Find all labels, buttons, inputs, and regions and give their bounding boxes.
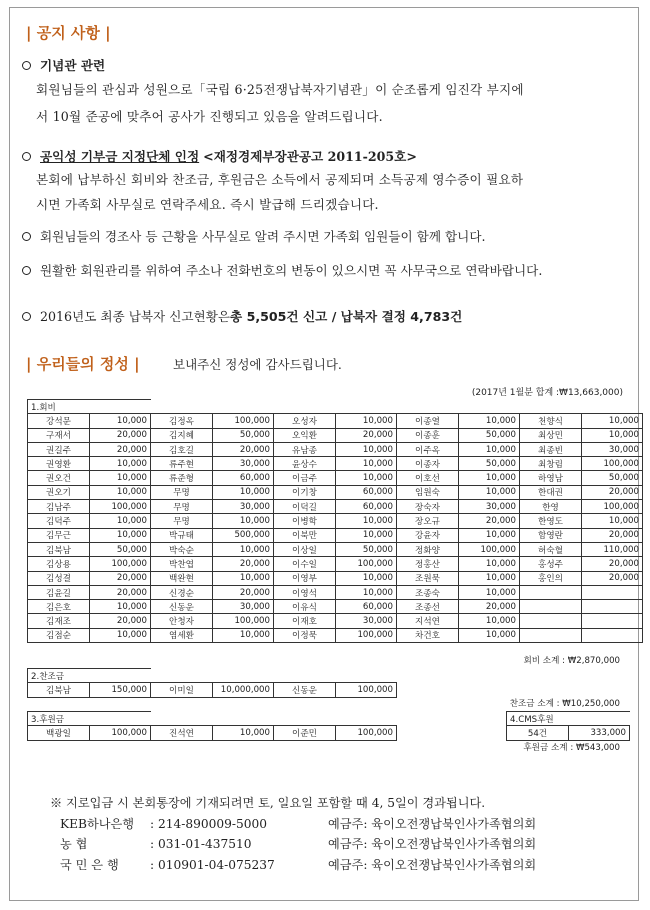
donor-amount: 50,000 bbox=[582, 471, 643, 485]
donor-amount: 20,000 bbox=[90, 428, 151, 442]
sponsor-header: 2.찬조금 bbox=[28, 669, 151, 683]
donor-amount: 10,000 bbox=[582, 514, 643, 528]
donor-name: 이미일 bbox=[151, 683, 213, 697]
donor-name: 윤상수 bbox=[274, 457, 336, 471]
donor-amount: 20,000 bbox=[213, 557, 274, 571]
table-row bbox=[28, 585, 643, 599]
support-header: 3.후원금 bbox=[28, 712, 151, 726]
donor-name: 김무근 bbox=[28, 528, 90, 542]
bullet-icon bbox=[22, 152, 31, 161]
donor-amount: 10,000 bbox=[90, 628, 151, 642]
donor-name: 함영란 bbox=[520, 528, 582, 542]
donor-name: 김성결 bbox=[28, 571, 90, 585]
donor-name: 이준민 bbox=[274, 726, 336, 740]
notice-item-text: 회원님들의 경조사 등 근황을 사무실로 알려 주시면 가족회 임원들이 함께 합니다. bbox=[40, 229, 486, 244]
donor-amount: 10,000 bbox=[459, 628, 520, 642]
donor-amount: 20,000 bbox=[90, 442, 151, 456]
donor-amount: 10,000 bbox=[459, 585, 520, 599]
donor-amount: 20,000 bbox=[582, 557, 643, 571]
donor-name: 권길주 bbox=[28, 442, 90, 456]
dues-subtotal: 회비 소계 : ₩2,870,000 bbox=[523, 656, 620, 666]
donor-amount: 100,000 bbox=[90, 557, 151, 571]
report-figures: 총 5,505건 신고 / 납북자 결정 4,783건 bbox=[230, 309, 463, 324]
table-row bbox=[28, 571, 643, 585]
donor-amount: 20,000 bbox=[336, 428, 397, 442]
donor-name: 류주현 bbox=[151, 457, 213, 471]
donor-amount: 10,000 bbox=[459, 557, 520, 571]
notice-item-heading-extra: <재정경제부장관공고 2011-205호> bbox=[203, 149, 417, 164]
account-row bbox=[60, 814, 536, 835]
donor-name: 이영부 bbox=[274, 571, 336, 585]
account-number: : 010901-04-075237 bbox=[150, 857, 275, 872]
donor-amount: 20,000 bbox=[582, 485, 643, 499]
donor-name: 한영 bbox=[520, 500, 582, 514]
donor-name: 장오규 bbox=[397, 514, 459, 528]
donor-name: 김상용 bbox=[28, 557, 90, 571]
donor-name: 이종자 bbox=[397, 457, 459, 471]
donor-name: 강윤자 bbox=[397, 528, 459, 542]
donor-amount: 10,000 bbox=[336, 442, 397, 456]
donor-name: 임원숙 bbox=[397, 485, 459, 499]
donor-name: 조원묵 bbox=[397, 571, 459, 585]
donor-amount: 110,000 bbox=[582, 542, 643, 556]
donor-name: 조종숙 bbox=[397, 585, 459, 599]
donor-amount: 100,000 bbox=[582, 457, 643, 471]
donor-amount: 20,000 bbox=[582, 528, 643, 542]
account-number: : 214-890009-5000 bbox=[150, 816, 268, 831]
donor-name: 한영도 bbox=[520, 514, 582, 528]
dues-table bbox=[27, 399, 643, 643]
table-row bbox=[28, 542, 643, 556]
donor-name: 이기창 bbox=[274, 485, 336, 499]
donor-name: 최창림 bbox=[520, 457, 582, 471]
notice-item-text: 원활한 회원관리를 위하여 주소나 전화번호의 변동이 있으시면 꼭 사무국으로 연락바랍니다. bbox=[40, 263, 543, 278]
donor-name: 최종빈 bbox=[520, 442, 582, 456]
donor-name: 김점순 bbox=[28, 628, 90, 642]
donor-name: 이호선 bbox=[397, 471, 459, 485]
donor-amount bbox=[582, 614, 643, 628]
donor-name: 김지혜 bbox=[151, 428, 213, 442]
bank-name: 농 협 bbox=[60, 837, 88, 851]
table-row bbox=[28, 485, 643, 499]
donor-amount: 20,000 bbox=[90, 585, 151, 599]
donor-amount: 10,000 bbox=[90, 414, 151, 428]
footer bbox=[50, 793, 536, 875]
donor-amount: 10,000 bbox=[213, 571, 274, 585]
donor-amount: 50,000 bbox=[336, 542, 397, 556]
donor-name: 이재호 bbox=[274, 614, 336, 628]
donor-amount: 30,000 bbox=[213, 600, 274, 614]
donor-name: 차건호 bbox=[397, 628, 459, 642]
donor-amount: 10,000 bbox=[459, 414, 520, 428]
donor-amount: 10,000 bbox=[90, 600, 151, 614]
account-number: : 031-01-437510 bbox=[150, 837, 252, 851]
donor-amount bbox=[582, 600, 643, 614]
donor-amount: 100,000 bbox=[213, 614, 274, 628]
dues-header: 1.회비 bbox=[28, 400, 151, 414]
donor-name: 지석연 bbox=[397, 614, 459, 628]
donor-name bbox=[520, 628, 582, 642]
donor-amount: 100,000 bbox=[336, 726, 397, 740]
donor-amount: 50,000 bbox=[213, 428, 274, 442]
donor-name: 이영석 bbox=[274, 585, 336, 599]
donor-name: 54건 bbox=[507, 726, 569, 740]
donor-name: 박찬엽 bbox=[151, 557, 213, 571]
donor-name: 강석문 bbox=[28, 414, 90, 428]
donor-name: 김북남 bbox=[28, 542, 90, 556]
table-row bbox=[28, 442, 643, 456]
table-row bbox=[28, 428, 643, 442]
donor-name: 김재조 bbox=[28, 614, 90, 628]
donor-name: 김은호 bbox=[28, 600, 90, 614]
donor-amount: 10,000 bbox=[90, 514, 151, 528]
donor-name: 염세환 bbox=[151, 628, 213, 642]
donor-name: 정화양 bbox=[397, 542, 459, 556]
donor-name: 정홍산 bbox=[397, 557, 459, 571]
donor-amount: 10,000 bbox=[336, 471, 397, 485]
donor-name: 이덕길 bbox=[274, 500, 336, 514]
donor-name: 홍성주 bbox=[520, 557, 582, 571]
donor-amount: 10,000 bbox=[90, 485, 151, 499]
donations-subtitle: 보내주신 정성에 감사드립니다. bbox=[173, 357, 342, 372]
bullet-icon bbox=[22, 61, 31, 70]
donor-name bbox=[520, 600, 582, 614]
donor-name: 한대권 bbox=[520, 485, 582, 499]
donor-amount: 10,000 bbox=[336, 414, 397, 428]
notice-line: 서 10월 준공에 맞추어 공사가 진행되고 있음을 알려드립니다. bbox=[36, 109, 383, 124]
donor-name: 무명 bbox=[151, 514, 213, 528]
donor-name: 이주옥 bbox=[397, 442, 459, 456]
donor-name: 박규태 bbox=[151, 528, 213, 542]
donor-name: 이병학 bbox=[274, 514, 336, 528]
donor-name: 조종선 bbox=[397, 600, 459, 614]
notice-item-report bbox=[22, 303, 627, 330]
donor-name: 이정묵 bbox=[274, 628, 336, 642]
donor-amount: 10,000 bbox=[459, 442, 520, 456]
bullet-icon bbox=[22, 312, 31, 321]
donor-name: 오성자 bbox=[274, 414, 336, 428]
table-row bbox=[28, 528, 643, 542]
donor-amount: 30,000 bbox=[459, 500, 520, 514]
donor-amount: 60,000 bbox=[336, 485, 397, 499]
donor-amount: 20,000 bbox=[582, 571, 643, 585]
table-row bbox=[28, 614, 643, 628]
donor-amount: 60,000 bbox=[213, 471, 274, 485]
bank-name: KEB하나은행 bbox=[60, 816, 135, 831]
donor-name: 신경순 bbox=[151, 585, 213, 599]
table-row bbox=[28, 600, 643, 614]
donor-amount: 100,000 bbox=[336, 628, 397, 642]
donor-amount: 10,000 bbox=[336, 528, 397, 542]
table-row bbox=[28, 726, 397, 740]
table-row bbox=[28, 514, 643, 528]
donor-amount: 10,000 bbox=[90, 457, 151, 471]
donor-amount: 30,000 bbox=[213, 457, 274, 471]
donor-amount: 20,000 bbox=[459, 600, 520, 614]
donor-name: 홍인의 bbox=[520, 571, 582, 585]
notice-title: | 공지 사항 | bbox=[26, 24, 111, 42]
donor-amount: 10,000 bbox=[336, 571, 397, 585]
donor-name: 박숙순 bbox=[151, 542, 213, 556]
donor-name: 류준형 bbox=[151, 471, 213, 485]
donor-amount: 10,000 bbox=[336, 457, 397, 471]
donor-amount: 20,000 bbox=[213, 442, 274, 456]
donor-amount: 10,000 bbox=[336, 585, 397, 599]
donor-amount: 100,000 bbox=[213, 414, 274, 428]
account-holder: 예금주: 육이오전쟁납북인사가족협의회 bbox=[328, 816, 537, 831]
donor-amount: 20,000 bbox=[90, 571, 151, 585]
report-prefix: 2016년도 최종 납북자 신고현황은 bbox=[40, 309, 231, 324]
donor-amount: 30,000 bbox=[582, 442, 643, 456]
notice-line: 회원님들의 관심과 성원으로「국립 6·25전쟁납북자기념관」이 순조롭게 임진각 부지에 bbox=[36, 82, 524, 97]
donor-amount: 10,000 bbox=[336, 514, 397, 528]
donor-name: 무명 bbox=[151, 485, 213, 499]
support-table bbox=[27, 711, 397, 741]
donor-name: 안청자 bbox=[151, 614, 213, 628]
donor-name: 이종열 bbox=[397, 414, 459, 428]
account-holder: 예금주: 육이오전쟁납북인사가족협의회 bbox=[328, 857, 537, 872]
donor-name: 최상민 bbox=[520, 428, 582, 442]
giro-note: ※ 지로입금 시 본회통장에 기재되려면 토, 일요일 포함할 때 4, 5일이 경과됩니다. bbox=[50, 796, 486, 810]
donor-amount: 50,000 bbox=[459, 457, 520, 471]
donor-amount: 333,000 bbox=[569, 726, 630, 740]
donor-name bbox=[520, 614, 582, 628]
donor-name: 권오기 bbox=[28, 485, 90, 499]
donor-amount: 100,000 bbox=[90, 726, 151, 740]
donor-amount: 10,000 bbox=[459, 485, 520, 499]
donor-name: 이유식 bbox=[274, 600, 336, 614]
donor-amount: 100,000 bbox=[336, 683, 397, 697]
donor-name: 오익환 bbox=[274, 428, 336, 442]
donor-amount: 20,000 bbox=[90, 614, 151, 628]
bank-name: 국 민 은 행 bbox=[60, 857, 119, 872]
donor-name: 이상일 bbox=[274, 542, 336, 556]
cms-header: 4.CMS후원 bbox=[507, 712, 630, 726]
donor-name: 김호길 bbox=[151, 442, 213, 456]
donor-amount: 10,000 bbox=[90, 471, 151, 485]
sponsor-subtotal: 찬조금 소계 : ₩10,250,000 bbox=[509, 699, 620, 709]
donor-name: 백완현 bbox=[151, 571, 213, 585]
donor-amount: 150,000 bbox=[90, 683, 151, 697]
donor-amount: 10,000 bbox=[459, 471, 520, 485]
donor-amount: 10,000 bbox=[213, 542, 274, 556]
table-row bbox=[28, 683, 397, 697]
sponsor-table bbox=[27, 668, 397, 698]
donor-name: 이금주 bbox=[274, 471, 336, 485]
table-row bbox=[28, 471, 643, 485]
donor-amount: 10,000 bbox=[582, 428, 643, 442]
donor-name: 허숙혈 bbox=[520, 542, 582, 556]
donor-amount: 100,000 bbox=[90, 500, 151, 514]
notice-item-donation bbox=[22, 143, 627, 217]
bullet-icon bbox=[22, 232, 31, 241]
notice-item-memorial bbox=[22, 52, 627, 130]
donor-amount: 30,000 bbox=[213, 500, 274, 514]
donor-name: 진석연 bbox=[151, 726, 213, 740]
donor-amount: 10,000 bbox=[213, 726, 274, 740]
donor-amount: 100,000 bbox=[459, 542, 520, 556]
table-row bbox=[507, 726, 630, 740]
notice-item-heading: 공익성 기부금 지정단체 인정 bbox=[40, 149, 200, 164]
table-row bbox=[28, 557, 643, 571]
donor-name: 권영환 bbox=[28, 457, 90, 471]
cms-table bbox=[506, 711, 630, 741]
table-row bbox=[28, 628, 643, 642]
donor-name: 이수일 bbox=[274, 557, 336, 571]
donor-name: 이종훈 bbox=[397, 428, 459, 442]
table-row bbox=[28, 414, 643, 428]
donor-amount: 100,000 bbox=[336, 557, 397, 571]
donor-amount: 10,000 bbox=[459, 614, 520, 628]
table-row bbox=[28, 500, 643, 514]
donor-amount: 50,000 bbox=[459, 428, 520, 442]
donor-name: 김남주 bbox=[28, 500, 90, 514]
donor-amount: 20,000 bbox=[213, 585, 274, 599]
donor-name: 구재서 bbox=[28, 428, 90, 442]
donor-name: 하영남 bbox=[520, 471, 582, 485]
donor-amount: 10,000,000 bbox=[213, 683, 274, 697]
donor-name: 백광일 bbox=[28, 726, 90, 740]
donor-amount: 30,000 bbox=[336, 614, 397, 628]
notice-line: 시면 가족회 사무실로 연락주세요. 즉시 발급해 드리겠습니다. bbox=[36, 197, 379, 212]
donor-amount bbox=[582, 585, 643, 599]
donor-name: 김덕주 bbox=[28, 514, 90, 528]
table-row bbox=[28, 457, 643, 471]
donor-name: 김정옥 bbox=[151, 414, 213, 428]
notice-item-heading: 기념관 관련 bbox=[40, 58, 106, 73]
donor-amount: 100,000 bbox=[582, 500, 643, 514]
donor-amount: 10,000 bbox=[582, 414, 643, 428]
donor-name: 신동운 bbox=[151, 600, 213, 614]
donor-name: 천향식 bbox=[520, 414, 582, 428]
donor-name: 권오건 bbox=[28, 471, 90, 485]
support-subtotal: 후원금 소계 : ₩543,000 bbox=[523, 743, 620, 753]
donor-amount: 50,000 bbox=[90, 542, 151, 556]
donor-amount: 10,000 bbox=[213, 628, 274, 642]
bullet-icon bbox=[22, 266, 31, 275]
donor-name: 이북만 bbox=[274, 528, 336, 542]
donor-amount: 20,000 bbox=[459, 514, 520, 528]
donor-name: 유남종 bbox=[274, 442, 336, 456]
account-row bbox=[60, 834, 536, 855]
donor-name: 김북남 bbox=[28, 683, 90, 697]
donor-amount: 500,000 bbox=[213, 528, 274, 542]
notice-line: 본회에 납부하신 회비와 찬조금, 후원금은 소득에서 공제되며 소득공제 영수증이 필요하 bbox=[36, 172, 524, 187]
donor-amount: 10,000 bbox=[459, 571, 520, 585]
donor-name bbox=[520, 585, 582, 599]
donor-amount bbox=[582, 628, 643, 642]
donor-amount: 60,000 bbox=[336, 500, 397, 514]
donor-name: 무명 bbox=[151, 500, 213, 514]
donations-title: | 우리들의 정성 | bbox=[26, 355, 140, 373]
donor-name: 신동운 bbox=[274, 683, 336, 697]
notice-item-events bbox=[22, 223, 627, 250]
donor-amount: 60,000 bbox=[336, 600, 397, 614]
donor-amount: 10,000 bbox=[213, 485, 274, 499]
account-holder: 예금주: 육이오전쟁납북인사가족협의회 bbox=[328, 837, 537, 851]
donor-amount: 10,000 bbox=[90, 528, 151, 542]
donor-amount: 10,000 bbox=[459, 528, 520, 542]
donor-name: 김윤길 bbox=[28, 585, 90, 599]
account-row bbox=[60, 855, 536, 876]
donations-total: (2017년 1월분 합계 :₩13,663,000) bbox=[471, 388, 623, 398]
donor-name: 장숙자 bbox=[397, 500, 459, 514]
donor-amount: 10,000 bbox=[213, 514, 274, 528]
notice-item-contact bbox=[22, 257, 627, 284]
